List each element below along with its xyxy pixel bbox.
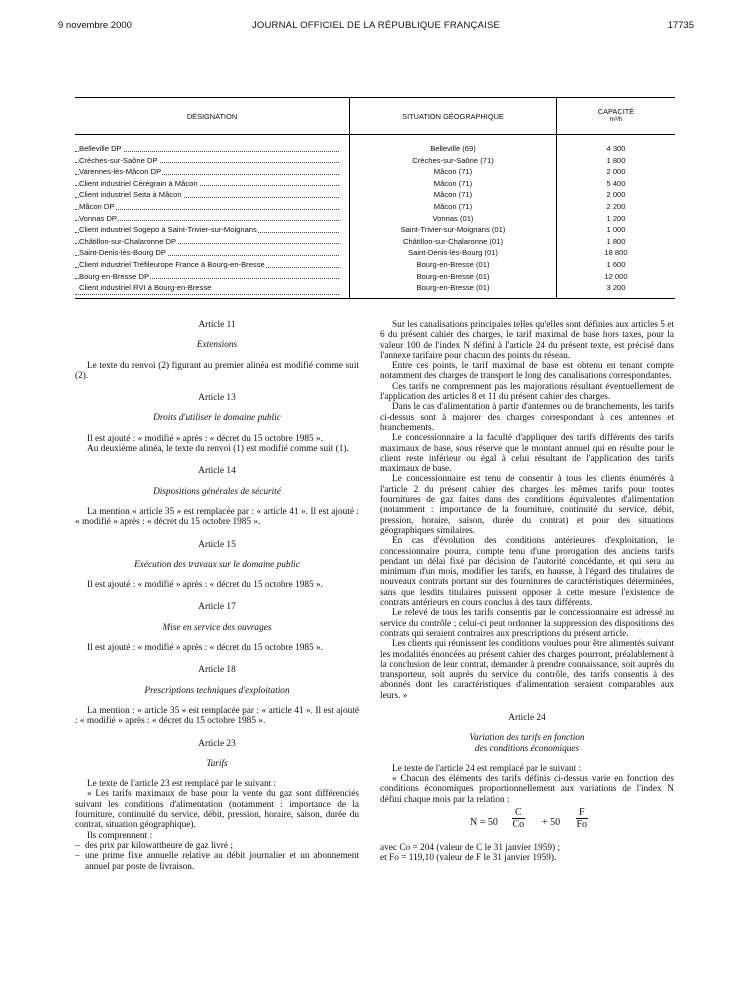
article-title: Prescriptions techniques d'exploitation (144, 685, 290, 696)
table-row (75, 213, 675, 225)
paragraph: Le concessionnaire est tenu de consentir à tous les clients énumérés à l'article 2 du présent cahier des charges les mêmes tarifs pour toutes fournitures de gaz faites dans des conditions équivalentes d'alimentation (notamment : importance de la fourniture, continuité du service, débit, pression, horaire, saison, durée du contrat) et pour des situations géographiques similaires. (380, 474, 674, 536)
designation-text: Saint-Denis-lès-Bourg DP (79, 248, 166, 258)
article-title-line2: des conditions économiques (474, 743, 580, 754)
cell-capacite: 18 800 (557, 247, 676, 259)
cell-capacite: 2 200 (557, 201, 676, 213)
article-title: Dispositions générales de sécurité (153, 486, 281, 497)
cell-situation: Bourg-en-Bresse (01) (350, 271, 557, 283)
paragraph: Au deuxième alinéa, le texte du renvoi (1) est modifié comme suit (1). (87, 444, 349, 455)
cell-designation (75, 259, 350, 271)
cell-capacite: 3 200 (557, 282, 676, 298)
formula-fraction-c (512, 807, 525, 830)
header-date: 9 novembre 2000 (58, 20, 132, 31)
cell-situation: Crèches-sur-Saône (71) (350, 155, 557, 167)
designation-text: Client industriel Seita à Mâcon (79, 190, 182, 200)
cell-capacite: 12 000 (557, 271, 676, 283)
cell-capacite: 2 000 (557, 189, 676, 201)
article-heading: Article 17 (198, 602, 236, 613)
article-heading: Article 14 (198, 466, 236, 477)
right-column (380, 320, 674, 864)
cell-designation (75, 201, 350, 213)
left-column (75, 320, 359, 872)
cell-designation (75, 155, 350, 167)
cell-capacite: 1 200 (557, 213, 676, 225)
table-row (75, 178, 675, 190)
cell-capacite: 4 300 (557, 135, 676, 155)
cell-capacite: 2 000 (557, 166, 676, 178)
cell-designation (75, 189, 350, 201)
cell-situation: Bourg-en-Bresse (01) (350, 282, 557, 298)
designation-text: Client industriel Cérégrain à Mâcon (79, 178, 198, 188)
designation-text: Mâcon DP (79, 201, 115, 211)
paragraph: Le texte de l'article 23 est remplacé par le suivant : (87, 779, 277, 790)
cell-capacite: 1 000 (557, 224, 676, 236)
cell-designation (75, 166, 350, 178)
cell-capacite: 1 600 (557, 259, 676, 271)
cell-designation (75, 236, 350, 248)
cell-situation: Vonnas (01) (350, 213, 557, 225)
paragraph: La mention « article 35 » est remplacée par : « article 41 ». Il est ajouté : « modifié » après : « décret du 15 octobre 1985 ». (75, 506, 359, 528)
table-row (75, 259, 675, 271)
paragraph: La mention : « article 35 » est remplacée par : « article 41 ». Il est ajouté : « modifié » après : « décret du 15 octobre 1985 ». (75, 705, 359, 727)
paragraph: Le concessionnaire a la faculté d'appliquer des tarifs différents des tarifs maximaux de base, sous réserve que le montant annuel qui en résulte pour le client reste inférieur ou égal à celui résultant de l'application des tarifs maximaux de base. (380, 433, 674, 475)
table-row (75, 155, 675, 167)
paragraph: « Les tarifs maximaux de base pour la vente du gaz sont différenciés suivant les conditions d'alimentation (notamment : importance de la fourniture, continuité du service, débit, pression, horaire, saison, durée du contrat, situation géographique). (75, 789, 359, 831)
cell-designation (75, 178, 350, 190)
designation-text: Client industriel Tréfileurope France à Bourg-en-Bresse (79, 259, 265, 269)
cell-situation: Bourg-en-Bresse (01) (350, 259, 557, 271)
index-formula (380, 807, 674, 841)
article-heading: Article 23 (198, 738, 236, 749)
formula-plus: + 50 (542, 817, 561, 829)
table-row (75, 201, 675, 213)
formula-fraction-f (576, 807, 588, 830)
paragraph: En cas d'évolution des conditions antérieures d'exploitation, le concessionnaire pourra, compte tenu d'une prorogation des anciens tarifs pendant un délai fixé par décision de l'autorité concédante, et qui sera au minimum d'un mois, modifier les tarifs, en hausse, à l'égard des titulaires de nouveaux contrats portant sur des fournitures de caractéristiques déterminées, sans que lesdits titulaires puissent opposer à cette mesure l'existence de contrats antérieurs en cours conclus à des taux différents. (380, 536, 674, 609)
paragraph: Le texte du renvoi (2) figurant au premier alinéa est modifié comme suit (2). (75, 360, 359, 381)
list-item: – des prix par kilowattheure de gaz livré ; (75, 841, 359, 851)
paragraph: Le texte de l'article 24 est remplacé par le suivant : (392, 763, 582, 774)
article-heading: Article 13 (198, 393, 236, 404)
article-title: Variation des tarifs en fonction (469, 733, 585, 744)
cell-situation: Châtillon-sur-Chalaronne (01) (350, 236, 557, 248)
article-title: Exécution des travaux sur le domaine public (134, 559, 300, 570)
paragraph: Le relevé de tous les tarifs consentis par le concessionnaire est adressé au service du contrôle ; celui-ci peut ordonner la suppression des dispositions des contrats qui seraient contraires aux prescriptions du présent article. (380, 608, 674, 639)
article-heading: Article 11 (198, 320, 236, 330)
cell-situation: Belleville (69) (350, 135, 557, 155)
column-header-capacite (557, 98, 676, 135)
article-heading: Article 24 (508, 712, 546, 723)
cell-designation (75, 282, 350, 298)
capacity-table (75, 97, 675, 299)
designation-text: Client industriel RVI à Bourg-en-Bresse (79, 283, 212, 293)
capacite-unit: m³/h (609, 116, 623, 123)
designation-text: Client industriel Sogepo à Saint-Trivier-sur-Moignans (79, 225, 257, 235)
column-header-designation: DÉSIGNATION (75, 98, 350, 135)
paragraph: Ils comprennent : (87, 830, 153, 841)
cell-designation (75, 213, 350, 225)
paragraph: Entre ces points, le tarif maximal de base est obtenu en tenant compte notamment des charges de transport le long des canalisations correspondantes. (380, 361, 674, 382)
table-row (75, 135, 675, 155)
cell-situation: Mâcon (71) (350, 166, 557, 178)
table-row (75, 189, 675, 201)
designation-text: Varennes-lès-Mâcon DP (79, 167, 162, 177)
cell-situation: Mâcon (71) (350, 178, 557, 190)
formula-c: C (512, 807, 525, 819)
paragraph: Il est ajouté : « modifié » après : « décret du 15 octobre 1985 ». (87, 643, 323, 654)
designation-text: Vonnas DP (79, 213, 117, 223)
paragraph: Il est ajouté : « modifié » après : « décret du 15 octobre 1985 ». (87, 433, 323, 444)
capacite-label: CAPACITÉ (597, 107, 635, 116)
paragraph: Les clients qui réunissent les conditions voulues pour être alimentés suivant les modalités énoncées au présent cahier des charges pourront, préalablement à la conclusion de leur contrat, demander à prendre connaissance, soit auprès du transporteur, soit auprès du service du contrôle, des tarifs consentis à des abonnés dont les caractéristiques d'alimentation seraient comparables aux leurs. » (380, 639, 674, 701)
cell-designation (75, 224, 350, 236)
paragraph: et Fo = 119,10 (valeur de F le 31 janvier 1959). (380, 853, 557, 864)
paragraph: Sur les canalisations principales telles qu'elles sont définies aux articles 5 et 6 du présent cahier des charges, le tarif maximal de base hors taxes, pour la valeur 100 de l'index N défini à l'article 24 du présent texte, est précisé dans l'annexe tarifaire pour chacun des points du réseau. (380, 320, 674, 361)
cell-situation: Saint-Denis-lès-Bourg (01) (350, 247, 557, 259)
table-row (75, 166, 675, 178)
page-header (58, 20, 694, 34)
designation-text: Belleville DP (79, 144, 122, 153)
header-journal-title: JOURNAL OFFICIEL DE LA RÉPUBLIQUE FRANÇAISE (251, 20, 501, 31)
table-body (75, 135, 675, 299)
article-heading: Article 18 (198, 665, 236, 676)
cell-designation (75, 135, 350, 155)
designation-text: Bourg-en-Bresse DP (79, 271, 150, 281)
paragraph: Dans le cas d'alimentation à partir d'antennes ou de branchements, les tarifs ci-dessus sont à majorer des charges correspondant à ces antennes et branchements. (380, 402, 674, 433)
cell-capacite: 1 800 (557, 236, 676, 248)
header-page-number: 17735 (667, 20, 694, 31)
cell-situation: Mâcon (71) (350, 189, 557, 201)
cell-capacite: 1 800 (557, 155, 676, 167)
list-item: – une prime fixe annuelle relative au débit journalier et un abonnement annuel par poste de livraison. (75, 851, 359, 872)
paragraph: Il est ajouté : « modifié » après : « décret du 15 octobre 1985 ». (87, 580, 323, 591)
table-row (75, 236, 675, 248)
paragraph: « Chacun des éléments des tarifs définis ci-dessus varie en fonction des conditions économiques proportionnellement aux variations de l'index N défini chaque mois par la relation : (380, 774, 674, 805)
table-row (75, 224, 675, 236)
formula-f: F (576, 807, 588, 819)
paragraph: avec Co = 204 (valeur de C le 31 janvier 1959) ; (380, 843, 561, 854)
designation-text: Châtillon-sur-Chalaronne DP (79, 236, 177, 246)
article-title: Mise en service des ouvrages (162, 622, 272, 633)
cell-designation (75, 271, 350, 283)
cell-situation: Saint-Trivier-sur-Moignans (01) (350, 224, 557, 236)
paragraph: Ces tarifs ne comprennent pas les majorations résultant éventuellement de l'application des articles 8 et 11 du présent cahier des charges. (380, 381, 674, 403)
formula-co: Co (512, 819, 525, 831)
cell-capacite: 5 400 (557, 178, 676, 190)
table-row (75, 282, 675, 298)
cell-designation (75, 247, 350, 259)
article-title: Droits d'utiliser le domaine public (153, 413, 281, 424)
designation-text: Crèches-sur-Saône DP (79, 155, 158, 165)
column-header-situation: SITUATION GÉOGRAPHIQUE (350, 98, 557, 135)
table-row (75, 247, 675, 259)
formula-lhs: N = 50 (470, 817, 498, 829)
table-row (75, 271, 675, 283)
formula-fo: Fo (576, 819, 588, 831)
article-title: Tarifs (206, 758, 228, 769)
article-title: Extensions (196, 340, 238, 351)
article-heading: Article 15 (198, 539, 236, 550)
cell-situation: Mâcon (71) (350, 201, 557, 213)
